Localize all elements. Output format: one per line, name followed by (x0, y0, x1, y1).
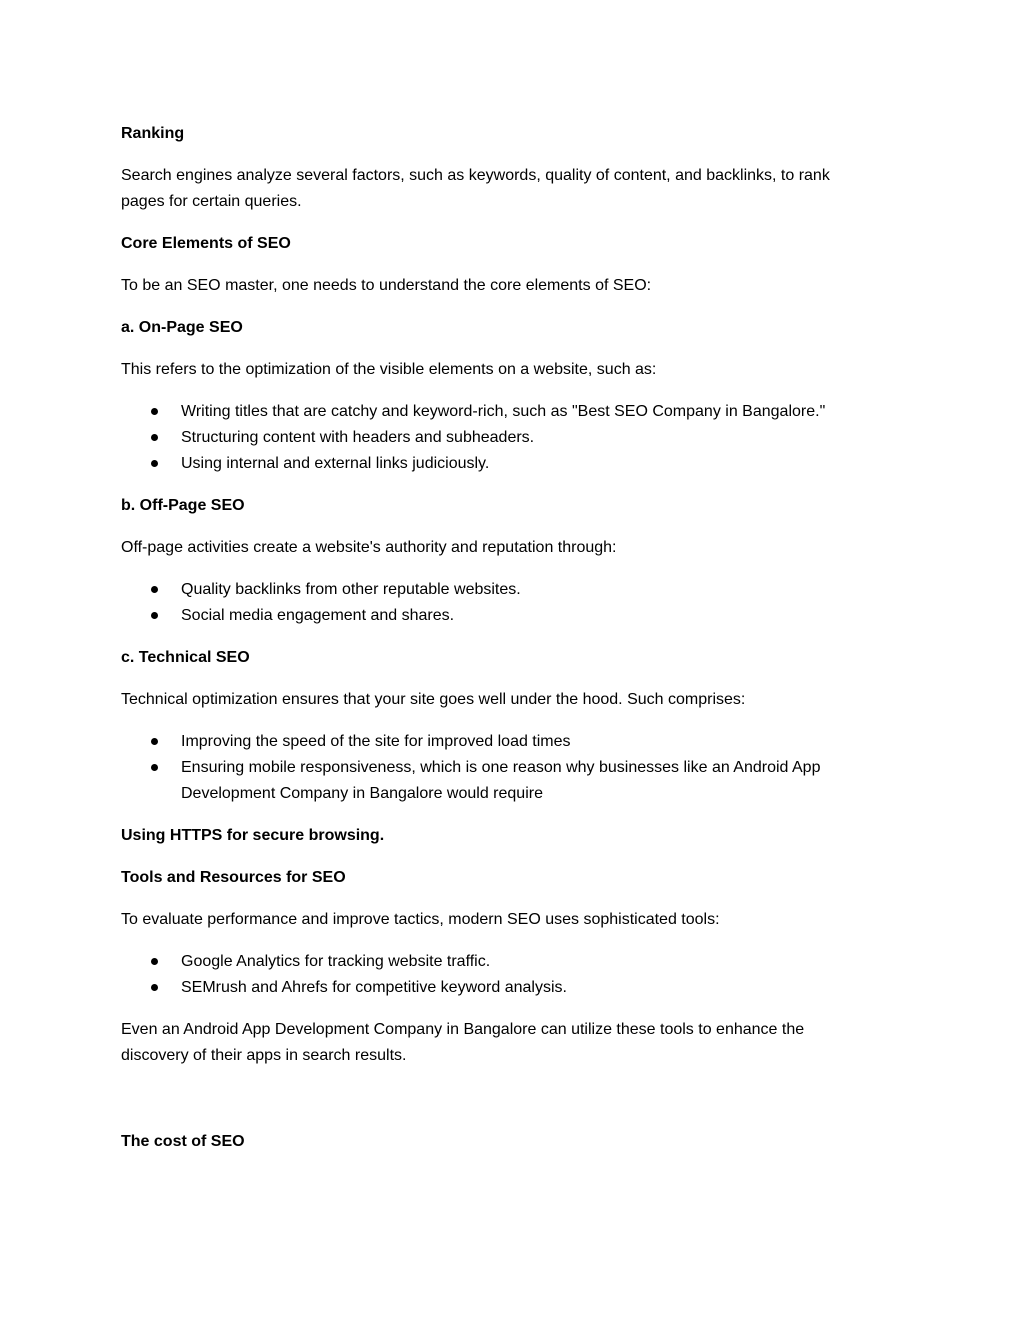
list-item (121, 399, 874, 425)
list-item-text: SEMrush and Ahrefs for competitive keyword analysis. (181, 979, 567, 996)
bullet-icon (151, 408, 158, 415)
list-item (121, 577, 874, 603)
bullet-list (121, 949, 874, 1001)
spacer (121, 1085, 874, 1129)
bullet-list (121, 577, 874, 629)
list-item (121, 729, 874, 755)
bullet-list (121, 729, 874, 807)
bullet-icon (151, 460, 158, 467)
list-item (121, 755, 874, 807)
list-item-text: Using internal and external links judiciously. (181, 455, 490, 472)
section-heading: Ranking (121, 125, 185, 142)
section-heading: b. Off-Page SEO (121, 497, 245, 514)
list-item (121, 975, 874, 1001)
bullet-icon (151, 984, 158, 991)
paragraph: Even an Android App Development Company in Bangalore can utilize these tools to enhance the discovery of their apps in search results. (121, 1021, 805, 1064)
bullet-icon (151, 434, 158, 441)
bullet-icon (151, 612, 158, 619)
bullet-icon (151, 738, 158, 745)
paragraph: Search engines analyze several factors, such as keywords, quality of content, and backlinks, to rank pages for certain queries. (121, 167, 830, 210)
bullet-icon (151, 958, 158, 965)
list-item (121, 603, 874, 629)
section-heading: Tools and Resources for SEO (121, 869, 346, 886)
list-item-text: Writing titles that are catchy and keyword-rich, such as "Best SEO Company in Bangalore." (181, 403, 826, 420)
list-item (121, 451, 874, 477)
list-item (121, 425, 874, 451)
section-heading: a. On-Page SEO (121, 319, 243, 336)
section-heading: Core Elements of SEO (121, 235, 291, 252)
bullet-icon (151, 586, 158, 593)
list-item-text: Quality backlinks from other reputable websites. (181, 581, 521, 598)
paragraph: To evaluate performance and improve tactics, modern SEO uses sophisticated tools: (121, 911, 720, 928)
list-item-text: Ensuring mobile responsiveness, which is one reason why businesses like an Android App Development Company in Bangalore would require (181, 759, 821, 802)
list-item (121, 949, 874, 975)
paragraph: To be an SEO master, one needs to understand the core elements of SEO: (121, 277, 652, 294)
list-item-text: Improving the speed of the site for improved load times (181, 733, 571, 750)
paragraph: Off-page activities create a website's authority and reputation through: (121, 539, 617, 556)
list-item-text: Social media engagement and shares. (181, 607, 455, 624)
bullet-icon (151, 764, 158, 771)
paragraph: This refers to the optimization of the visible elements on a website, such as: (121, 361, 657, 378)
section-heading: Using HTTPS for secure browsing. (121, 827, 385, 844)
list-item-text: Google Analytics for tracking website traffic. (181, 953, 491, 970)
section-heading: The cost of SEO (121, 1133, 245, 1150)
section-heading: c. Technical SEO (121, 649, 250, 666)
paragraph: Technical optimization ensures that your site goes well under the hood. Such comprises: (121, 691, 746, 708)
list-item-text: Structuring content with headers and subheaders. (181, 429, 535, 446)
bullet-list (121, 399, 874, 477)
